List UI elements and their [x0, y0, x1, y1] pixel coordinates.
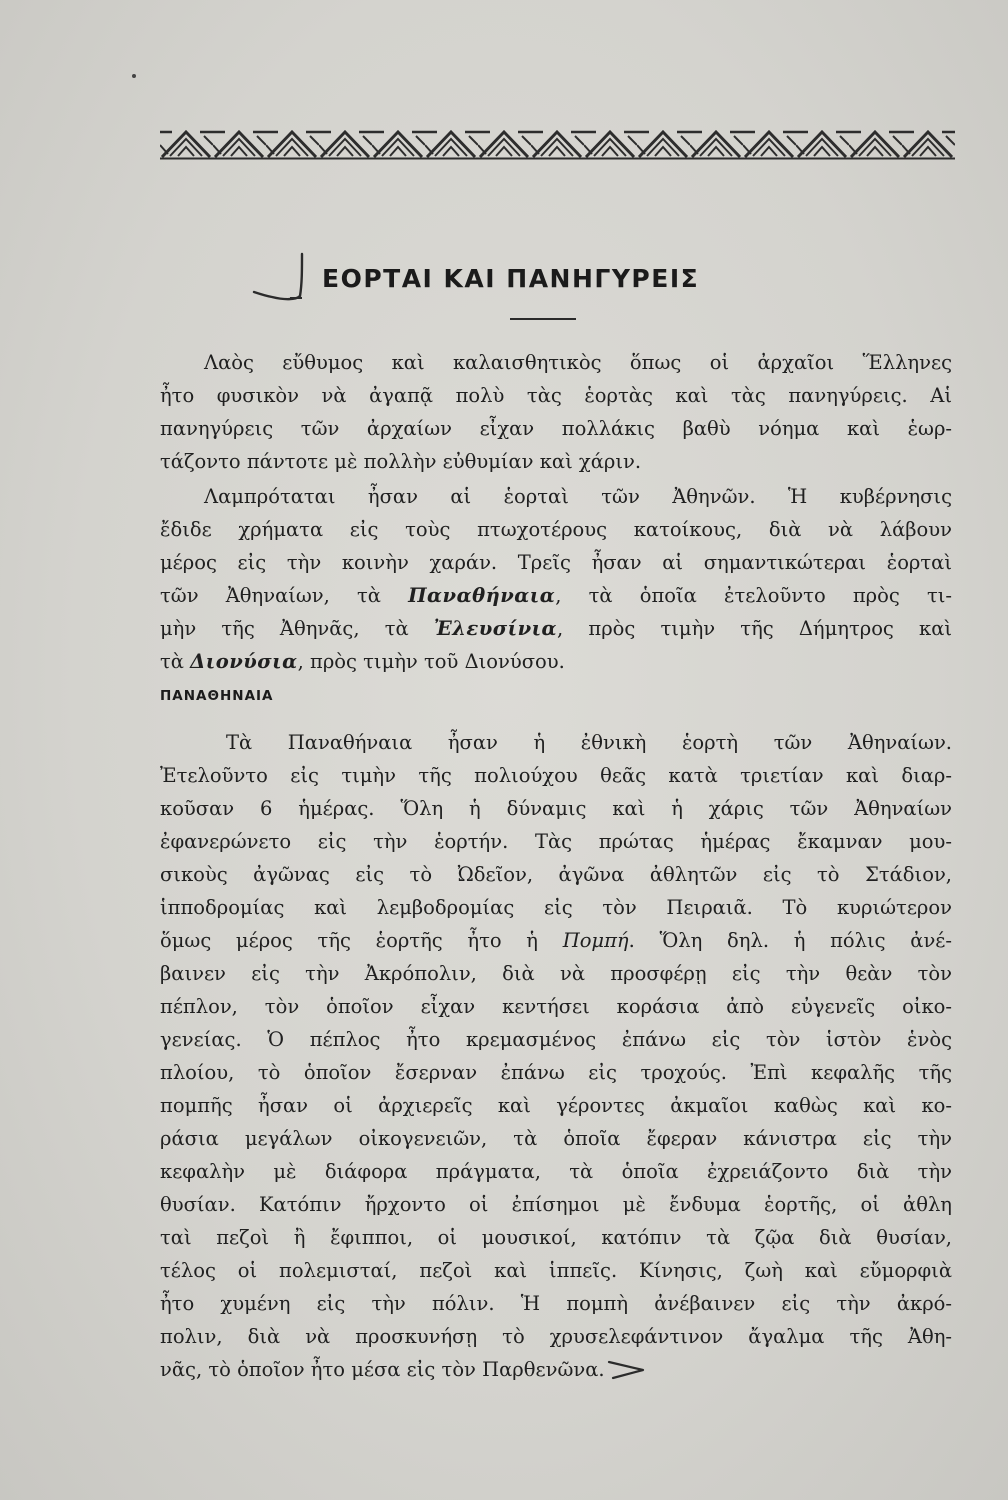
text-line: ἦτο φυσικὸν νὰ ἀγαπᾷ πολὺ τὰς ἑορτὰς καὶ τὰς πανηγύρεις. Αἱ: [160, 384, 952, 407]
text-line: ταὶ πεζοὶ ἢ ἔφιπποι, οἱ μουσικοί, κατόπιν τὰ ζῷα διὰ θυσίαν,: [160, 1226, 952, 1249]
handwritten-check-mark: [250, 250, 308, 308]
text-line: κεφαλὴν μὲ διάφορα πράγματα, τὰ ὁποῖα ἐχρειάζοντο διὰ τὴν: [160, 1160, 952, 1183]
meander-border: [160, 128, 955, 160]
text-run: νᾶς, τὸ ὁποῖον ἦτο μέσα εἰς τὸν Παρθενῶνα.: [160, 1358, 605, 1381]
title-block: [0, 250, 1008, 310]
handwritten-end-arrow-icon: [607, 1358, 647, 1380]
text-run: , πρὸς τιμὴν τοῦ Διονύσου.: [297, 650, 565, 673]
text-line: πλοίου, τὸ ὁποῖον ἔσερναν ἐπάνω εἰς τροχούς. Ἐπὶ κεφαλῆς τῆς: [160, 1061, 952, 1084]
text-run: ὅμως μέρος τῆς ἑορτῆς ἦτο ἡ: [160, 929, 563, 952]
text-line: ἔδιδε χρήματα εἰς τοὺς πτωχοτέρους κατοίκους, διὰ νὰ λάβουν: [160, 518, 952, 541]
text-line: ἐφανερώνετο εἰς τὴν ἑορτήν. Τὰς πρώτας ἡμέρας ἔκαμναν μου-: [160, 830, 952, 853]
text-run: τὰ: [160, 650, 191, 673]
text-line: τέλος οἱ πολεμισταί, πεζοὶ καὶ ἱππεῖς. Κίνησις, ζωὴ καὶ εὔμορφιὰ: [160, 1259, 952, 1282]
text-run: , τὰ ὁποῖα ἐτελοῦντο πρὸς τι-: [555, 584, 952, 607]
festival-name-panathenaia: Παναθήναια: [408, 584, 556, 607]
text-run: . Ὅλη δηλ. ἡ πόλις ἀνέ-: [628, 929, 953, 952]
section-heading: ΠΑΝΑΘΗΝΑΙΑ: [160, 688, 274, 704]
text-line: βαινεν εἰς τὴν Ἀκρόπολιν, διὰ νὰ προσφέρῃ εἰς τὴν θεὰν τὸν: [160, 962, 952, 985]
text-line: πομπῆς ἦσαν οἱ ἀρχιερεῖς καὶ γέροντες ἀκμαῖοι καθὼς καὶ κο-: [160, 1094, 952, 1117]
text-line: [160, 645, 952, 678]
intro-paragraph-1: [160, 346, 952, 478]
term-pompi: Πομπή: [562, 929, 629, 952]
text-line: πέπλον, τὸν ὁποῖον εἶχαν κεντήσει κοράσια ἀπὸ εὐγενεῖς οἰκο-: [160, 995, 952, 1018]
text-line: [160, 924, 952, 957]
text-line: γενείας. Ὁ πέπλος ἦτο κρεμασμένος ἐπάνω εἰς τὸν ἱστὸν ἑνὸς: [160, 1028, 952, 1051]
text-line: ἱπποδρομίας καὶ λεμβοδρομίας εἰς τὸν Πειραιᾶ. Τὸ κυριώτερον: [160, 896, 952, 919]
page-title: ΕΟΡΤΑΙ ΚΑΙ ΠΑΝΗΓΥΡΕΙΣ: [322, 264, 700, 293]
text-run: , πρὸς τιμὴν τῆς Δήμητρος καὶ: [557, 617, 953, 640]
festival-name-dionysia: Διονύσια: [190, 650, 298, 673]
title-underline: [510, 318, 576, 320]
text-line: μέρος εἰς τὴν κοινὴν χαράν. Τρεῖς ἦσαν αἱ σημαντικώτεραι ἑορταὶ: [160, 551, 952, 574]
text-line: κοῦσαν 6 ἡμέρας. Ὅλη ἡ δύναμις καὶ ἡ χάρις τῶν Ἀθηναίων: [160, 797, 952, 820]
text-line: τάζοντο πάντοτε μὲ πολλὴν εὐθυμίαν καὶ χάριν.: [160, 450, 642, 473]
text-line: [160, 612, 952, 645]
text-run: μὴν τῆς Ἀθηνᾶς, τὰ: [160, 617, 434, 640]
text-run: τῶν Ἀθηναίων, τὰ: [160, 584, 409, 607]
text-line: Τὰ Παναθήναια ἦσαν ἡ ἐθνικὴ ἑορτὴ τῶν Ἀθηναίων.: [226, 731, 952, 754]
text-line: πολιν, διὰ νὰ προσκυνήσῃ τὸ χρυσελεφάντινον ἄγαλμα τῆς Ἀθη-: [160, 1325, 952, 1348]
text-line: θυσίαν. Κατόπιν ἤρχοντο οἱ ἐπίσημοι μὲ ἔνδυμα ἑορτῆς, οἱ ἀθλη: [160, 1193, 952, 1216]
text-line: πανηγύρεις τῶν ἀρχαίων εἶχαν πολλάκις βαθὺ νόημα καὶ ἑωρ-: [160, 417, 952, 440]
text-line: Λαμπρόταται ἦσαν αἱ ἑορταὶ τῶν Ἀθηνῶν. Ἡ κυβέρνησις: [204, 485, 952, 508]
section-paragraph: [160, 726, 952, 1386]
text-line: Ἐτελοῦντο εἰς τιμὴν τῆς πολιούχου θεᾶς κατὰ τριετίαν καὶ διαρ-: [160, 764, 952, 787]
text-line: [160, 579, 952, 612]
text-line: ἦτο χυμένη εἰς τὴν πόλιν. Ἡ πομπὴ ἀνέβαινεν εἰς τὴν ἀκρό-: [160, 1292, 952, 1315]
text-line: σικοὺς ἀγῶνας εἰς τὸ Ὠδεῖον, ἀγῶνα ἀθλητῶν εἰς τὸ Στάδιον,: [160, 863, 952, 886]
festival-name-eleusinia: Ἐλευσίνια: [433, 617, 558, 640]
intro-paragraph-2: [160, 480, 952, 678]
speck: [132, 74, 136, 78]
text-line: [160, 1353, 952, 1386]
text-line: Λαὸς εὔθυμος καὶ καλαισθητικὸς ὅπως οἱ ἀρχαῖοι Ἕλληνες: [204, 351, 952, 374]
text-line: ράσια μεγάλων οἰκογενειῶν, τὰ ὁποῖα ἔφεραν κάνιστρα εἰς τὴν: [160, 1127, 952, 1150]
